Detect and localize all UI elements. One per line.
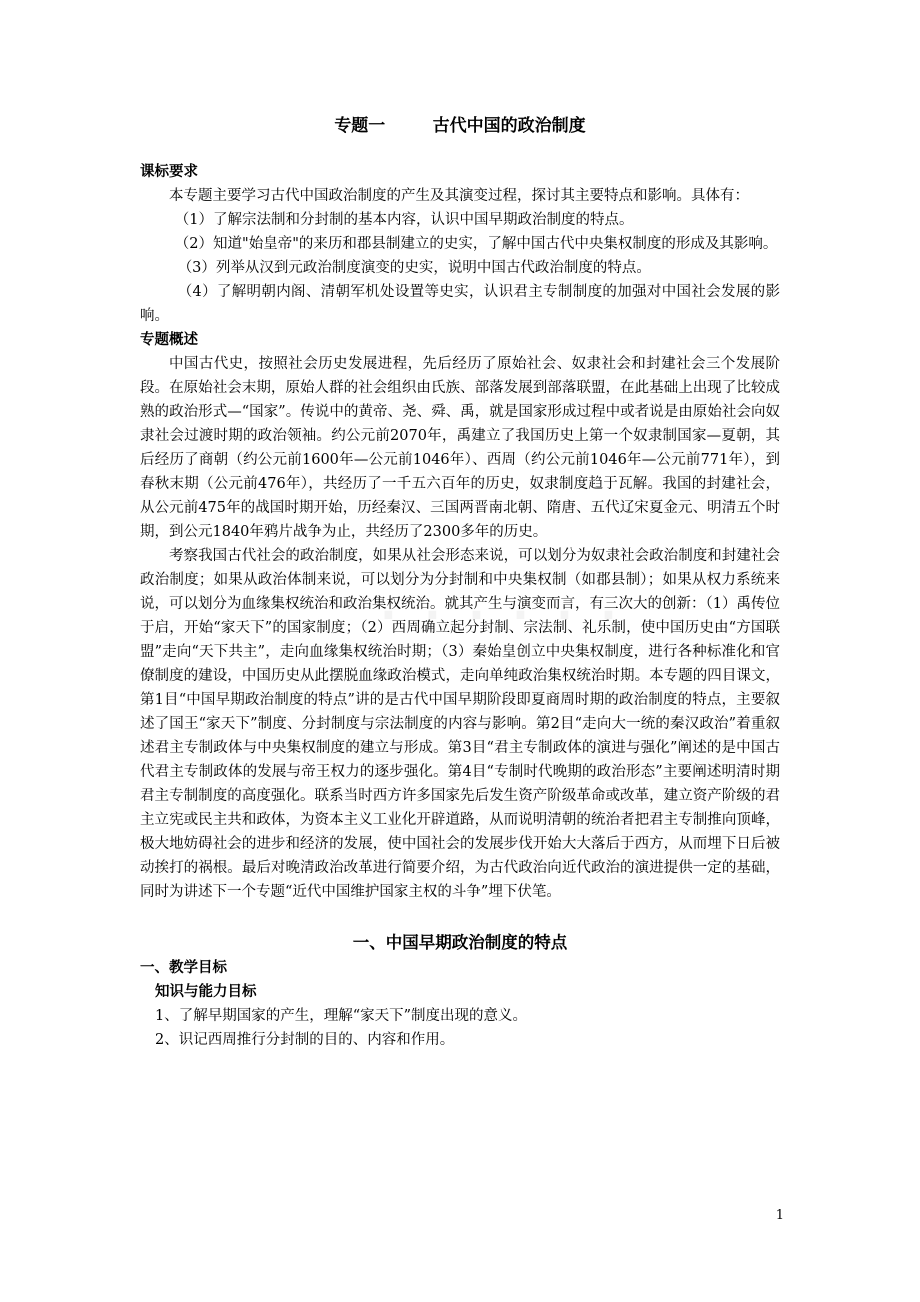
overview-paragraph: 考察我国古代社会的政治制度，如果从社会形态来说，可以划分为奴隶社会政治制度和封建社会政治制度；如果从政治体制来说，可以划分为分封制和中央集权制（如郡县制）；如果从权力系统来说，可以划分为血缘集权统治和政治集权统治。就其产生与演变而言，有三次大的创新：（1）禹传位于启，开始“家天下”的国家制度；（2）西周确立起分封制、宗法制、礼乐制，使中国历史由“方国联盟”走向“天下共主”，走向血缘集权统治时期；（3）秦始皇创立中央集权制度，进行各种标准化和官僚制度的建设，中国历史从此摆脱血缘政治模式，走向单纯政治集权统治时期。本专题的四目课文，第1目“中国早期政治制度的特点”讲的是古代中国早期阶段即夏商周时期的政治制度的特点，主要叙述了国王“家天下”制度、分封制度与宗法制度的内容与影响。第2目“走向大一统的秦汉政治”着重叙述君主专制政体与中央集权制度的建立与形成。第3目“君主专制政体的演进与强化”阐述的是中国古代君主专制政体的发展与帝王权力的逐步强化。第4目“专制时代晚期的政治形态”主要阐述明清时期君主专制制度的高度强化。联系当时西方许多国家先后发生资产阶级革命或改革，建立资产阶级的君主立宪或民主共和政体，为资本主义工业化开辟道路，从而说明清朝的统治者把君主专制推向顶峰，极大地妨碍社会的进步和经济的发展，使中国社会的发展步伐开始大大落后于西方，从而埋下日后被动挨打的祸根。最后对晚清政治改革进行简要介绍，为古代政治向近代政治的演进提供一定的基础，同时为讲述下一个专题“近代中国维护国家主权的斗争”埋下伏笔。 xyxy=(140,548,780,900)
overview-heading: 专题概述 xyxy=(140,332,198,348)
goal-item: 2、识记西周推行分封制的目的、内容和作用。 xyxy=(155,1032,455,1048)
overview-paragraph: 中国古代史，按照社会历史发展进程，先后经历了原始社会、奴隶社会和封建社会三个发展阶段。在原始社会末期，原始人群的社会组织由氏族、部落发展到部落联盟，在此基础上出现了比较成熟的政治形式—“国家”。传说中的黄帝、尧、舜、禹，就是国家形成过程中或者说是由原始社会向奴隶社会过渡时期的政治领袖。约公元前2070年，禹建立了我国历史上第一个奴隶制国家—夏朝，其后经历了商朝（约公元前1600年—公元前1046年）、西周（约公元前1046年—公元前771年），到春秋末期（公元前476年），共经历了一千五六百年的历史，奴隶制度趋于瓦解。我国的封建社会，从公元前475年的战国时期开始，历经秦汉、三国两晋南北朝、隋唐、五代辽宋夏金元、明清五个时期，到公元1840年鸦片战争为止，共经历了2300多年的历史。 xyxy=(140,356,780,540)
curriculum-item: （3）列举从汉到元政治制度演变的史实，说明中国古代政治制度的特点。 xyxy=(177,260,651,276)
page-number: 1 xyxy=(775,1208,784,1223)
document-body xyxy=(140,160,780,1052)
knowledge-goals-heading: 知识与能力目标 xyxy=(155,984,257,1000)
teaching-goals-heading: 一、教学目标 xyxy=(140,960,227,976)
curriculum-intro: 本专题主要学习古代中国政治制度的产生及其演变过程，探讨其主要特点和影响。具体有： xyxy=(169,188,749,204)
curriculum-item: （1）了解宗法制和分封制的基本内容，认识中国早期政治制度的特点。 xyxy=(174,212,634,228)
curriculum-item: （4）了解明朝内阁、清朝军机处设置等史实，认识君主专制制度的加强对中国社会发展的影响。 xyxy=(140,284,780,324)
goal-item: 1、了解早期国家的产生，理解“家天下”制度出现的意义。 xyxy=(155,1008,528,1024)
section-title: 一、中国早期政治制度的特点 xyxy=(352,933,568,952)
curriculum-item: （2）知道"始皇帝"的来历和郡县制建立的史实，了解中国古代中央集权制度的形成及其影响。 xyxy=(174,236,778,252)
document-title: 专题一 古代中国的政治制度 xyxy=(334,116,586,136)
curriculum-heading: 课标要求 xyxy=(140,164,198,180)
